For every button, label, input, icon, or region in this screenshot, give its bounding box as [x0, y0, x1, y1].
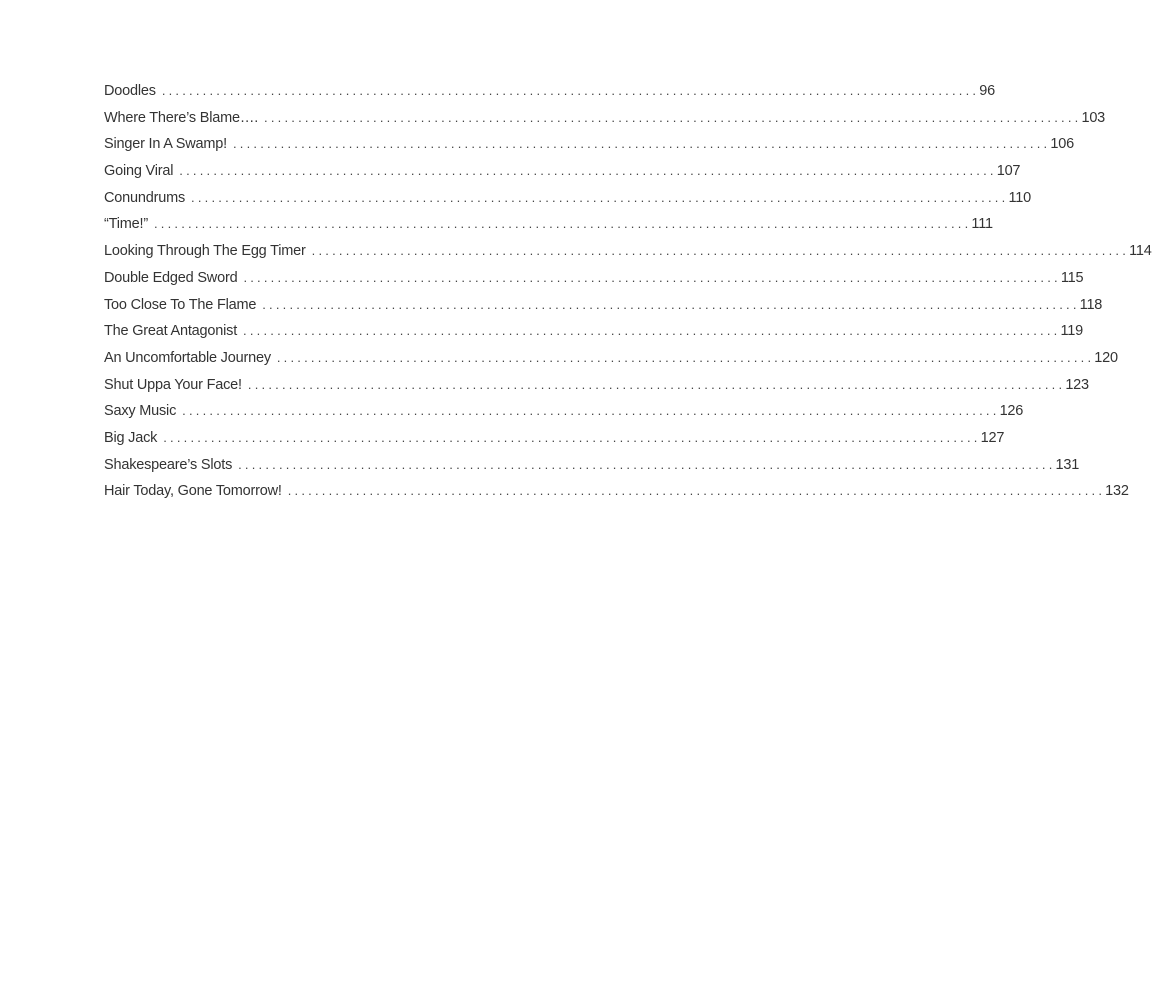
dot-leader: ........................................................................................................................	[243, 323, 1061, 339]
toc-entry	[104, 429, 1005, 457]
toc-entry-page-number: 114	[1129, 243, 1152, 260]
dot-leader: ........................................................................................................................	[161, 83, 980, 98]
dot-leader: ........................................................................................................................	[153, 216, 972, 232]
toc-entry	[104, 456, 1080, 484]
toc-entry-page-number: 123	[1065, 376, 1089, 393]
toc-entry	[104, 243, 1152, 270]
dot-leader: ........................................................................................................................	[232, 136, 1051, 152]
toc-entry-title: Big Jack	[104, 429, 158, 446]
dot-leader: ........................................................................................................................	[163, 429, 981, 445]
dot-leader: ........................................................................................................................	[238, 456, 1056, 472]
toc-entry-page-number: 96	[979, 83, 995, 99]
dot-leader: ........................................................................................................................	[179, 163, 997, 179]
toc-entry	[104, 349, 1118, 377]
dot-leader: ........................................................................................................................	[264, 109, 1082, 125]
table-of-contents	[104, 83, 1152, 510]
toc-entry	[104, 83, 995, 110]
toc-entry	[104, 296, 1103, 324]
dot-leader: ........................................................................................................................	[247, 376, 1066, 392]
dot-leader: ........................................................................................................................	[182, 403, 1000, 419]
toc-entry-page-number: 106	[1050, 136, 1074, 153]
toc-entry-page-number: 118	[1079, 296, 1103, 313]
toc-entry	[104, 189, 1031, 217]
toc-entry-title: “Time!”	[104, 216, 148, 233]
toc-entry-title: Going Viral	[104, 163, 174, 180]
toc-entry-page-number: 111	[971, 216, 993, 233]
toc-entry	[104, 136, 1074, 163]
dot-leader: ........................................................................................................................	[262, 296, 1080, 312]
toc-entry	[104, 483, 1129, 510]
toc-entry	[104, 109, 1106, 137]
toc-entry-title: Shut Uppa Your Face!	[104, 376, 242, 393]
toc-entry-title: Shakespeare’s Slots	[104, 456, 233, 473]
toc-entry-page-number: 119	[1060, 323, 1083, 340]
toc-entry-title: Saxy Music	[104, 403, 177, 420]
toc-entry	[104, 403, 1024, 430]
dot-leader: ........................................................................................................................	[191, 189, 1009, 205]
toc-entry	[104, 323, 1083, 350]
toc-entry-title: Double Edged Sword	[104, 269, 238, 286]
toc-entry-title: Too Close To The Flame	[104, 296, 257, 313]
toc-entry	[104, 163, 1021, 190]
toc-entry-page-number: 115	[1060, 269, 1084, 286]
toc-entry-title: Hair Today, Gone Tomorrow!	[104, 483, 282, 500]
toc-entry-title: Singer In A Swamp!	[104, 136, 227, 153]
toc-entry-page-number: 127	[980, 429, 1005, 446]
toc-entry-title: An Uncomfortable Journey	[104, 349, 271, 366]
toc-entry-page-number: 103	[1081, 109, 1106, 126]
toc-entry	[104, 376, 1089, 404]
toc-entry-title: Looking Through The Egg Timer	[104, 243, 306, 260]
dot-leader: ........................................................................................................................	[243, 269, 1061, 285]
toc-entry-title: Where There’s Blame….	[104, 109, 259, 126]
toc-entry-page-number: 131	[1055, 456, 1080, 473]
dot-leader: ........................................................................................................................	[287, 483, 1106, 499]
toc-entry-title: The Great Antagonist	[104, 323, 238, 340]
toc-entry-title: Conundrums	[104, 189, 186, 206]
toc-entry-title: Doodles	[104, 83, 156, 99]
toc-entry-page-number: 126	[999, 403, 1024, 420]
toc-entry-page-number: 110	[1008, 189, 1031, 206]
toc-entry-page-number: 120	[1094, 349, 1118, 366]
toc-entry	[104, 216, 993, 243]
toc-entry-page-number: 132	[1105, 483, 1129, 500]
toc-entry-page-number: 107	[996, 163, 1021, 180]
toc-entry	[104, 269, 1084, 297]
dot-leader: ........................................................................................................................	[276, 349, 1095, 365]
dot-leader: ........................................................................................................................	[311, 243, 1130, 259]
